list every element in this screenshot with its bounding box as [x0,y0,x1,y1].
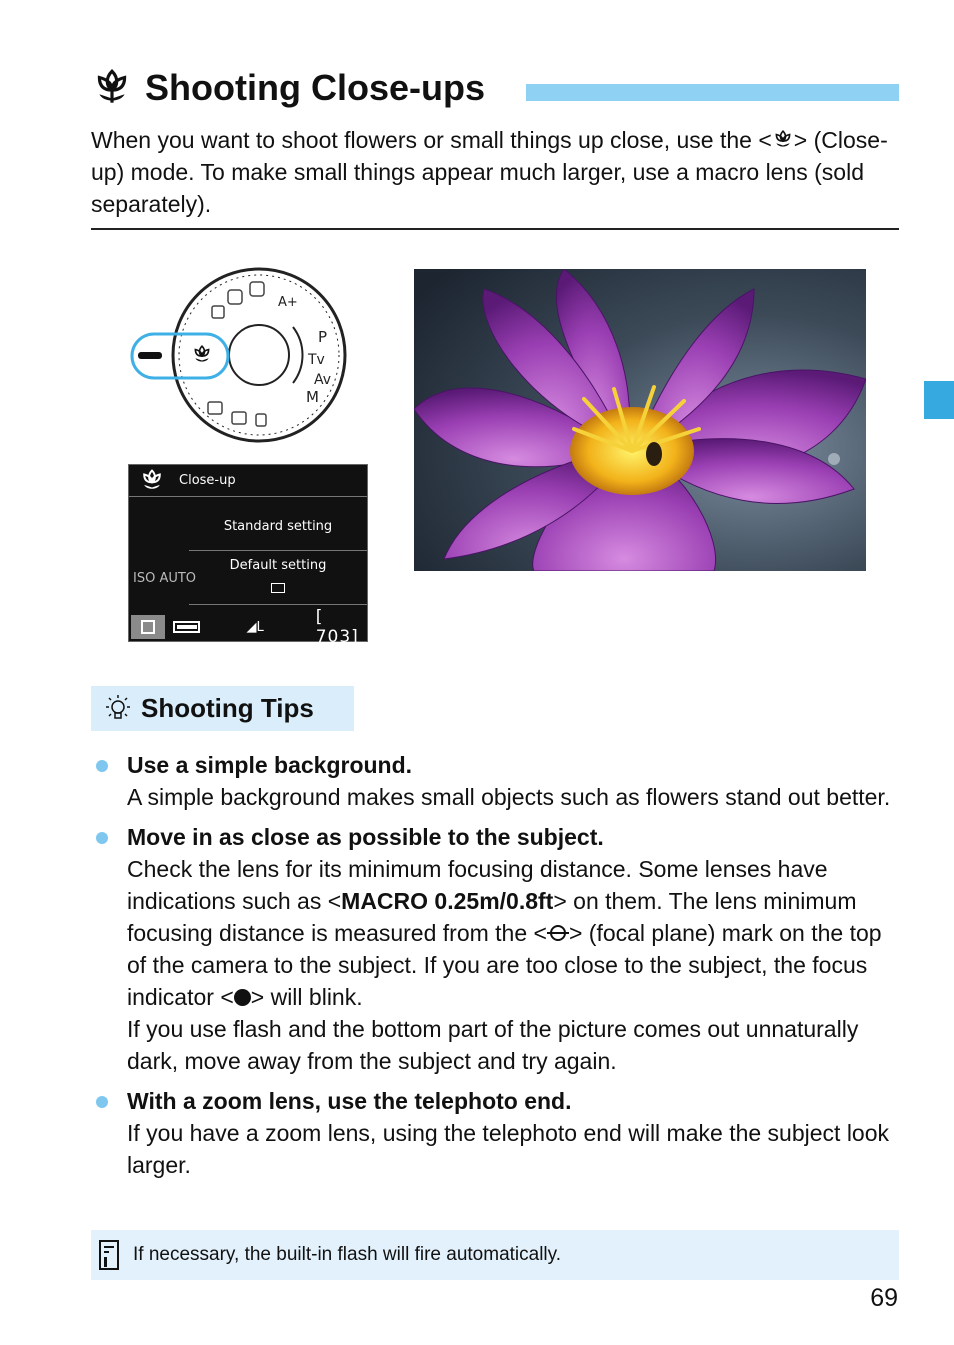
sample-photo-water-lily [414,269,866,571]
lcd-shots-remaining: [ 703] [315,607,359,647]
chapter-tab [924,381,954,419]
bullet-icon [96,832,108,844]
lcd-iso: ISO AUTO [133,571,197,586]
lcd-mode-label: Close-up [179,473,236,488]
page-title: Shooting Close-ups [145,67,485,108]
close-up-flower-icon [137,468,167,494]
intro-text-b: > (Close-up) mode. To make small things appear much larger, use a macro lens (sold separately). [91,127,888,217]
note-text: If necessary, the built-in flash will fire automatically. [133,1244,562,1265]
mode-dial-illustration [128,262,368,448]
tip-title: Use a simple background. [127,752,413,778]
shooting-tips-heading [91,686,354,731]
page-title-row [91,64,899,112]
focal-plane-mark-icon [547,923,569,943]
lcd-setting-standard: Standard setting [189,509,367,551]
tip-body-text: Check the lens for its minimum focusing distance. Some lenses have indications such as < [127,856,828,914]
shooting-tips-title: Shooting Tips [141,693,314,723]
lcd-setting-default [189,553,367,605]
lcd-image-quality: ◢L [246,619,264,635]
single-shot-drive-icon [271,583,285,593]
dial-label-tv: Tv [308,352,325,368]
intro-text-a: When you want to shoot flowers or small things up close, use the < [91,127,772,153]
tip-title: With a zoom lens, use the telephoto end. [127,1088,572,1114]
macro-marking: MACRO 0.25m/0.8ft [341,888,554,914]
lcd-screen-illustration [128,464,368,647]
note-box [91,1230,899,1280]
dial-label-av: Av [314,372,332,388]
list-item [91,821,899,1077]
tip-body: A simple background makes small objects such as flowers stand out better. [127,784,891,810]
quick-control-icon [131,615,165,639]
battery-icon [173,621,200,633]
memo-icon [97,1239,123,1271]
bullet-icon [96,1096,108,1108]
dial-label-m: M [306,388,319,406]
tip-body-text: > will blink. [250,984,363,1010]
tip-body-text: > (focal plane) mark on the top of the camera to the subject. If you are too close to the subject, the focus indicator < [127,920,882,1010]
tip-body: If you have a zoom lens, using the telephoto end will make the subject look larger. [127,1120,890,1178]
tip-body [127,853,899,1013]
lcd-footer [129,607,367,647]
list-item [91,1085,899,1181]
dial-label-aplus: A+ [278,295,298,310]
page-number: 69 [870,1284,898,1312]
close-up-flower-icon [772,129,794,151]
section-divider [91,228,899,230]
dial-label-p: P [318,328,328,346]
tip-body: If you use flash and the bottom part of the picture comes out unnaturally dark, move away from the subject and try again. [127,1016,859,1074]
list-item [91,749,899,813]
tip-body-text: > on them. The lens minimum focusing distance is measured from the < [127,888,857,946]
intro-paragraph [91,124,899,220]
tips-list [91,749,899,1189]
tip-title: Move in as close as possible to the subject. [127,824,604,850]
title-accent-bar [526,84,899,101]
lightbulb-icon [103,694,133,724]
lcd-header [129,465,367,497]
bullet-icon [96,760,108,772]
close-up-flower-icon [91,67,133,109]
lcd-setting-default-label: Default setting [229,558,327,573]
focus-indicator-icon [234,989,251,1006]
